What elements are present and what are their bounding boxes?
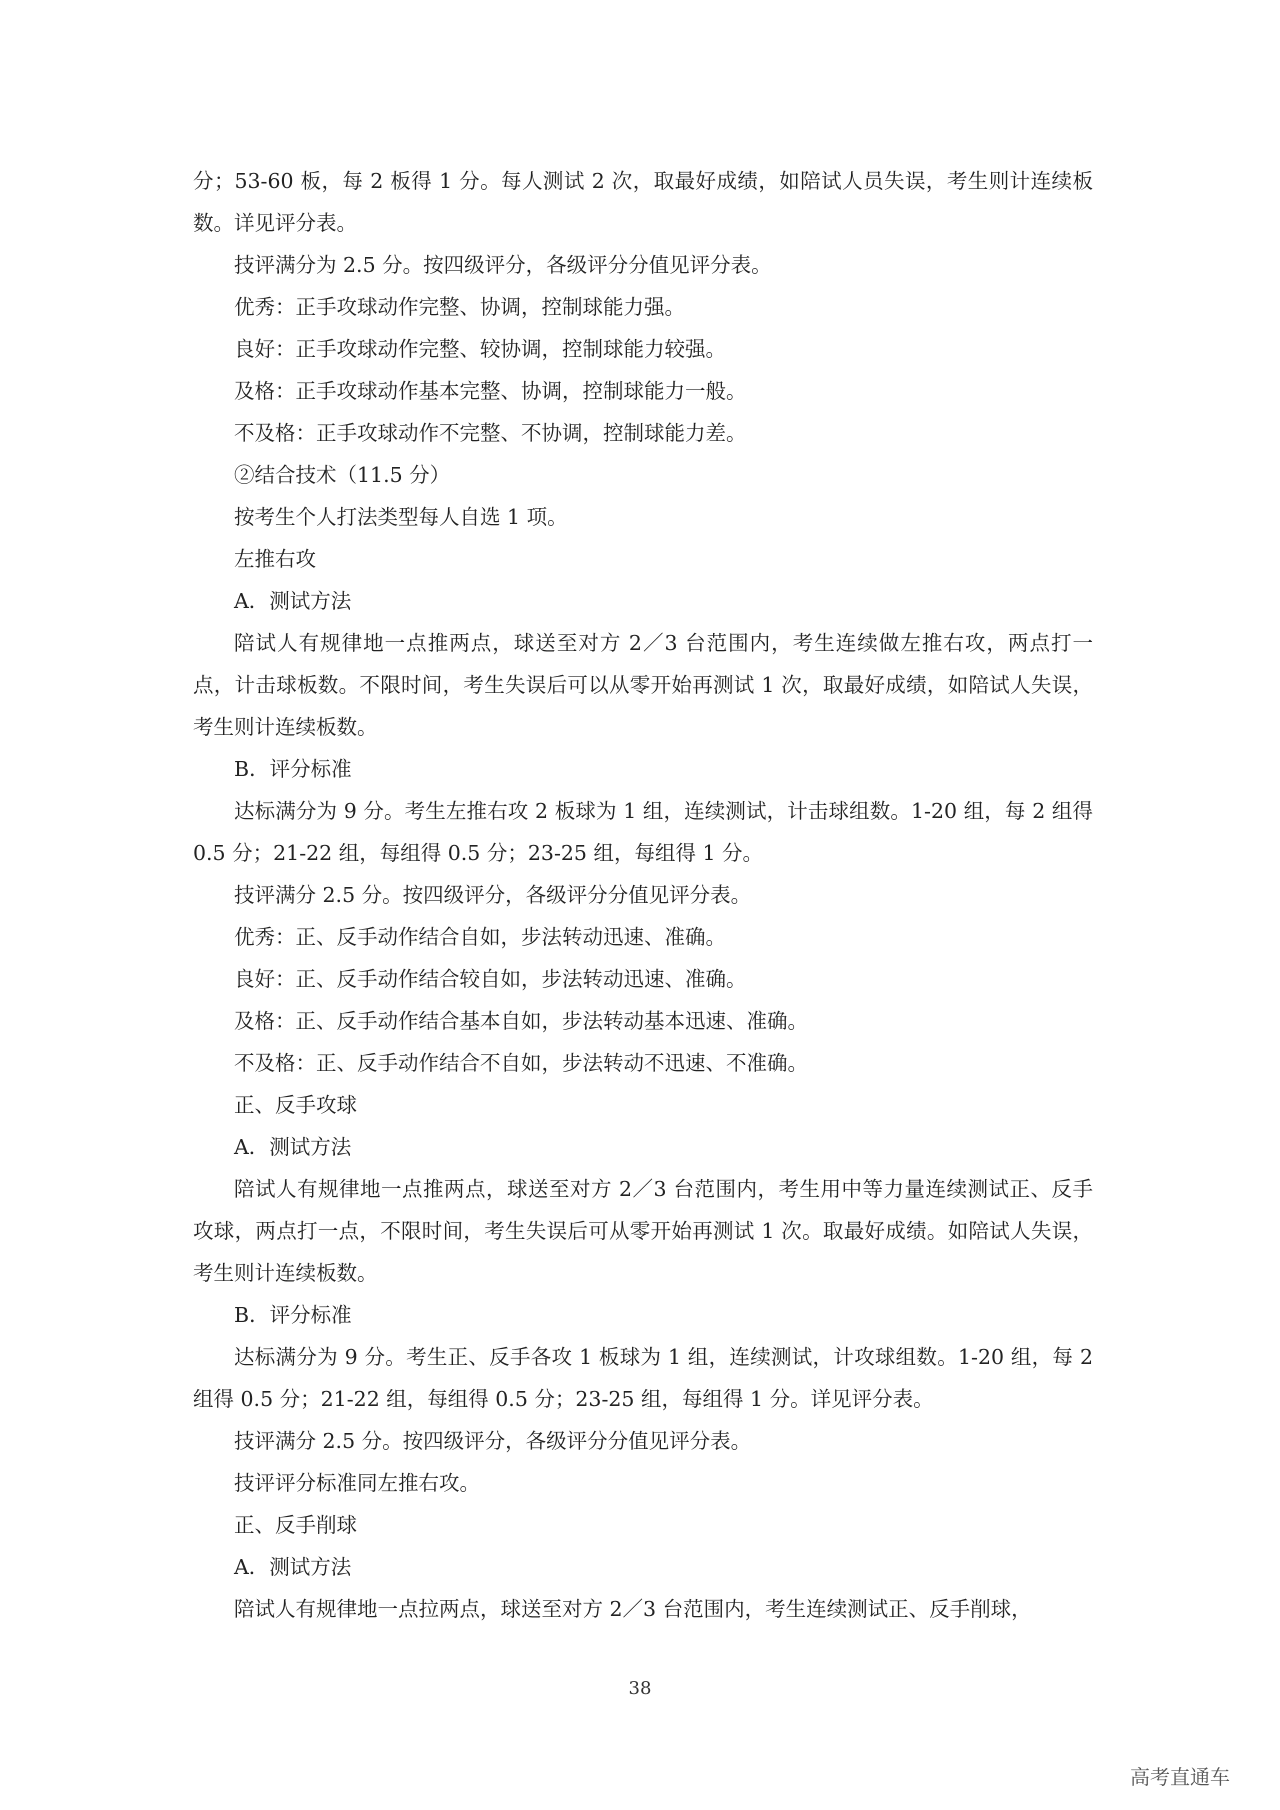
paragraph: A．测试方法 — [234, 1135, 352, 1159]
paragraph: 及格：正、反手动作结合基本自如，步法转动基本迅速、准确。 — [234, 1009, 808, 1033]
paragraph: 正、反手削球 — [234, 1513, 357, 1537]
paragraph: ②结合技术（11.5 分） — [234, 463, 451, 487]
paragraph: 良好：正手攻球动作完整、较协调，控制球能力较强。 — [234, 337, 726, 361]
paragraph: 陪试人有规律地一点拉两点，球送至对方 2／3 台范围内，考生连续测试正、反手削球， — [234, 1597, 1032, 1621]
paragraph: 技评满分为 2.5 分。按四级评分，各级评分分值见评分表。 — [234, 253, 772, 277]
paragraph: A．测试方法 — [234, 1555, 352, 1579]
paragraph: 技评满分 2.5 分。按四级评分，各级评分分值见评分表。 — [234, 883, 752, 907]
paragraph: 左推右攻 — [234, 547, 316, 571]
paragraph: 技评评分标准同左推右攻。 — [234, 1471, 480, 1495]
paragraph: 优秀：正手攻球动作完整、协调，控制球能力强。 — [234, 295, 685, 319]
paragraph: 及格：正手攻球动作基本完整、协调，控制球能力一般。 — [234, 379, 747, 403]
paragraph: 不及格：正手攻球动作不完整、不协调，控制球能力差。 — [234, 421, 747, 445]
watermark: 高考直通车 — [1130, 1765, 1230, 1789]
page-number: 38 — [628, 1678, 652, 1699]
paragraph: 达标满分为 9 分。考生左推右攻 2 板球为 1 组，连续测试，计击球组数。1-20 组，每 2 组得 0.5 分；21-22 组，每组得 0.5 分；23-25 组，每组得 1 分。 — [193, 799, 1100, 865]
paragraph: A．测试方法 — [234, 589, 352, 613]
paragraph: 陪试人有规律地一点推两点，球送至对方 2／3 台范围内，考生用中等力量连续测试正、反手攻球，两点打一点，不限时间，考生失误后可从零开始再测试 1 次。取最好成绩。如陪试人失误，考生则计连续板数。 — [193, 1177, 1093, 1285]
paragraph: 按考生个人打法类型每人自选 1 项。 — [234, 505, 568, 529]
paragraph: 陪试人有规律地一点推两点，球送至对方 2／3 台范围内，考生连续做左推右攻，两点打一点，计击球板数。不限时间，考生失误后可以从零开始再测试 1 次，取最好成绩，如陪试人失误，考生则计连续板数。 — [193, 631, 1093, 739]
paragraph: B．评分标准 — [234, 1303, 352, 1327]
document-body — [193, 160, 1100, 1630]
paragraph: 正、反手攻球 — [234, 1093, 357, 1117]
paragraph: 技评满分 2.5 分。按四级评分，各级评分分值见评分表。 — [234, 1429, 752, 1453]
paragraph: B．评分标准 — [234, 757, 352, 781]
paragraph: 良好：正、反手动作结合较自如，步法转动迅速、准确。 — [234, 967, 747, 991]
paragraph: 分；53-60 板，每 2 板得 1 分。每人测试 2 次，取最好成绩，如陪试人员失误，考生则计连续板数。详见评分表。 — [193, 169, 1093, 235]
paragraph: 不及格：正、反手动作结合不自如，步法转动不迅速、不准确。 — [234, 1051, 808, 1075]
paragraph: 优秀：正、反手动作结合自如，步法转动迅速、准确。 — [234, 925, 726, 949]
paragraph: 达标满分为 9 分。考生正、反手各攻 1 板球为 1 组，连续测试，计攻球组数。1-20 组，每 2 组得 0.5 分；21-22 组，每组得 0.5 分；23-25 组，每组得 1 分。详见评分表。 — [193, 1345, 1100, 1411]
